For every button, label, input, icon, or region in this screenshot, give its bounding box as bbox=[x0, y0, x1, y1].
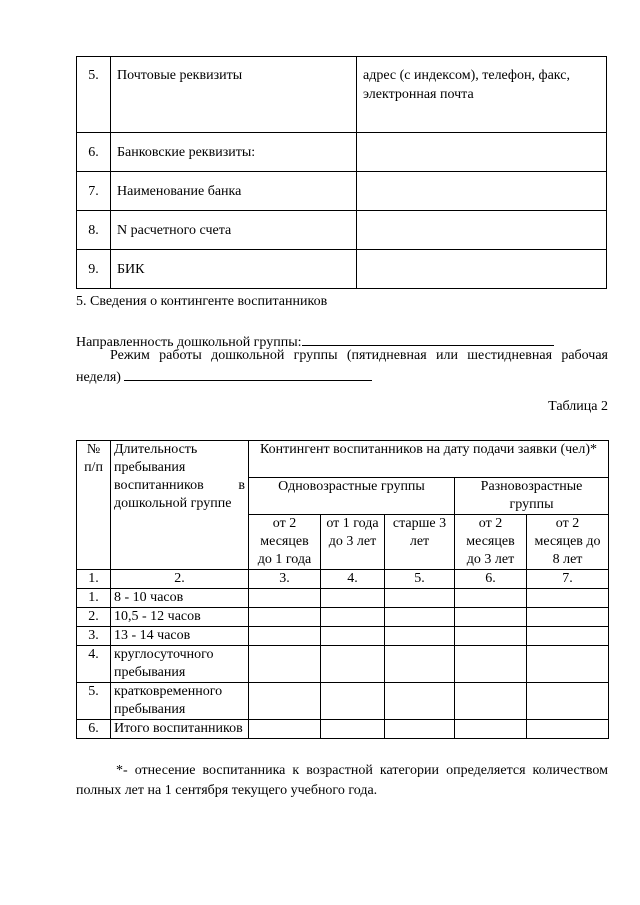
row-number: 6. bbox=[77, 720, 111, 739]
row-number: 4. bbox=[77, 646, 111, 683]
row-number: 5. bbox=[77, 683, 111, 720]
table-cell bbox=[249, 683, 321, 720]
table-cell bbox=[385, 683, 455, 720]
row-number: 5. bbox=[77, 57, 111, 133]
table-row bbox=[77, 646, 609, 683]
direction-blank-field[interactable] bbox=[302, 331, 554, 346]
footnote: *- отнесение воспитанника к возрастной категории определяется количеством полных лет на 1 сентября текущего учебного года. bbox=[76, 763, 608, 798]
col-number: 3. bbox=[249, 570, 321, 589]
table-cell bbox=[527, 646, 609, 683]
header-mixed-age: Разновозрастные группы bbox=[455, 478, 609, 515]
column-number-row bbox=[77, 570, 609, 589]
table-cell bbox=[527, 720, 609, 739]
table-cell bbox=[385, 608, 455, 627]
table-row bbox=[77, 720, 609, 739]
table-cell bbox=[321, 608, 385, 627]
table-cell bbox=[455, 608, 527, 627]
header-age-col: от 2 месяцев до 8 лет bbox=[527, 515, 609, 570]
regime-paragraph bbox=[76, 346, 608, 388]
header-single-age: Одновозрастные группы bbox=[249, 478, 455, 515]
col-number: 5. bbox=[385, 570, 455, 589]
regime-text: Режим работы дошкольной группы (пятидневная или шестидневная рабочая неделя) bbox=[76, 348, 608, 385]
table-row bbox=[77, 211, 607, 250]
header-age-col: от 2 месяцев до 3 лет bbox=[455, 515, 527, 570]
row-value bbox=[357, 172, 607, 211]
header-duration: Длительность пребывания воспитанников в дошкольной группе bbox=[111, 441, 249, 570]
header-row bbox=[77, 441, 609, 478]
row-number: 3. bbox=[77, 627, 111, 646]
row-label: 10,5 - 12 часов bbox=[111, 608, 249, 627]
row-label: Почтовые реквизиты bbox=[111, 57, 357, 133]
col-number: 2. bbox=[111, 570, 249, 589]
table-cell bbox=[321, 627, 385, 646]
contingent-table bbox=[76, 440, 609, 739]
requisites-table bbox=[76, 56, 607, 289]
table-cell bbox=[385, 589, 455, 608]
row-number: 8. bbox=[77, 211, 111, 250]
row-label: Банковские реквизиты: bbox=[111, 133, 357, 172]
table-row bbox=[77, 57, 607, 133]
table-row bbox=[77, 683, 609, 720]
header-age-col: старше 3 лет bbox=[385, 515, 455, 570]
row-value bbox=[357, 211, 607, 250]
section-heading: 5. Сведения о контингенте воспитанников bbox=[76, 294, 328, 309]
table-cell bbox=[321, 646, 385, 683]
table-cell bbox=[249, 646, 321, 683]
row-number: 9. bbox=[77, 250, 111, 289]
table-cell bbox=[385, 720, 455, 739]
table-cell bbox=[527, 608, 609, 627]
table-row bbox=[77, 589, 609, 608]
table-row bbox=[77, 608, 609, 627]
table-cell bbox=[527, 683, 609, 720]
row-label: Наименование банка bbox=[111, 172, 357, 211]
table-cell bbox=[321, 720, 385, 739]
row-number: 2. bbox=[77, 608, 111, 627]
table-cell bbox=[249, 720, 321, 739]
col-number: 4. bbox=[321, 570, 385, 589]
row-number: 1. bbox=[77, 589, 111, 608]
row-label: Итого воспитанников bbox=[111, 720, 249, 739]
regime-blank-field[interactable] bbox=[124, 366, 372, 381]
col-number: 7. bbox=[527, 570, 609, 589]
table-cell bbox=[527, 589, 609, 608]
header-contingent: Контингент воспитанников на дату подачи заявки (чел)* bbox=[249, 441, 609, 478]
row-label: 13 - 14 часов bbox=[111, 627, 249, 646]
table-cell bbox=[455, 720, 527, 739]
row-label: круглосуточного пребывания bbox=[111, 646, 249, 683]
row-value bbox=[357, 133, 607, 172]
row-label: БИК bbox=[111, 250, 357, 289]
header-age-col: от 1 года до 3 лет bbox=[321, 515, 385, 570]
row-label: кратковременного пребывания bbox=[111, 683, 249, 720]
table-row bbox=[77, 627, 609, 646]
row-label: 8 - 10 часов bbox=[111, 589, 249, 608]
table-cell bbox=[249, 589, 321, 608]
table-cell bbox=[385, 627, 455, 646]
table-cell bbox=[455, 683, 527, 720]
header-age-col: от 2 месяцев до 1 года bbox=[249, 515, 321, 570]
table-cell bbox=[249, 627, 321, 646]
direction-label: Направленность дошкольной группы: bbox=[76, 335, 302, 350]
row-value bbox=[357, 250, 607, 289]
table-cell bbox=[455, 589, 527, 608]
table-caption: Таблица 2 bbox=[548, 399, 608, 414]
col-number: 6. bbox=[455, 570, 527, 589]
row-number: 7. bbox=[77, 172, 111, 211]
table-cell bbox=[321, 683, 385, 720]
col-number: 1. bbox=[77, 570, 111, 589]
table-cell bbox=[527, 627, 609, 646]
table-row bbox=[77, 172, 607, 211]
table-cell bbox=[385, 646, 455, 683]
table-cell bbox=[455, 627, 527, 646]
table-row bbox=[77, 250, 607, 289]
row-number: 6. bbox=[77, 133, 111, 172]
table-cell bbox=[455, 646, 527, 683]
table-row bbox=[77, 133, 607, 172]
row-label: N расчетного счета bbox=[111, 211, 357, 250]
table-cell bbox=[249, 608, 321, 627]
table-cell bbox=[321, 589, 385, 608]
row-value: адрес (с индексом), телефон, факс, электронная почта bbox=[357, 57, 607, 133]
header-num: № п/п bbox=[77, 441, 111, 570]
